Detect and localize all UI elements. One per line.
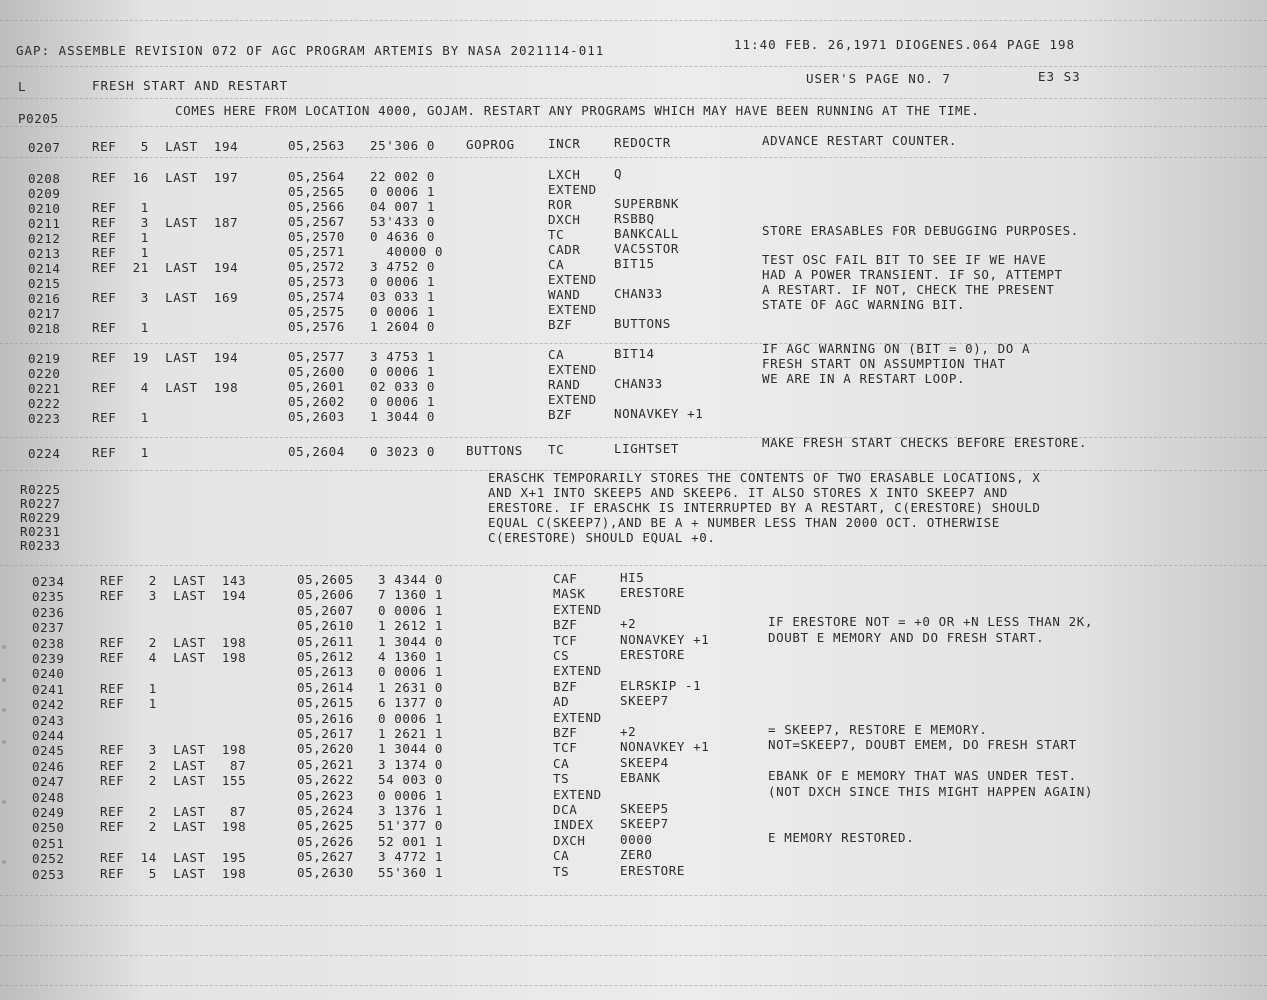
operand-field: ZERO <box>620 847 653 863</box>
address-field: 05,2600 <box>288 364 345 379</box>
octal-word: 0 0006 1 <box>370 184 436 199</box>
address-field: 05,2616 <box>297 710 354 726</box>
opcode-field: DXCH <box>548 212 581 227</box>
header-l-mark: L <box>18 79 27 94</box>
opcode-field: TC <box>548 227 565 242</box>
address-field: 05,2602 <box>288 394 345 409</box>
address-field: 05,2563 <box>288 138 345 153</box>
octal-word: 53'433 0 <box>370 214 436 229</box>
rule-line <box>0 20 1267 21</box>
line-number: 0243 <box>32 712 65 728</box>
octal-word: 03 033 1 <box>370 289 436 304</box>
line-number: 0238 <box>32 635 65 651</box>
ref-field: REF 21 LAST 194 <box>92 260 239 275</box>
octal-word: 54 003 0 <box>378 772 444 788</box>
address-field: 05,2573 <box>288 274 345 289</box>
line-number: 0245 <box>32 743 65 759</box>
line-number: 0216 <box>28 291 61 306</box>
ref-field: REF 1 <box>92 200 149 215</box>
ref-field: REF 2 LAST 155 <box>100 773 247 789</box>
comment-field: IF ERESTORE NOT = +0 OR +N LESS THAN 2K, <box>768 614 1094 630</box>
line-number: 0209 <box>28 186 61 201</box>
address-field: 05,2575 <box>288 304 345 319</box>
opcode-field: CA <box>553 755 570 771</box>
line-number: 0218 <box>28 321 61 336</box>
opcode-field: BZF <box>553 725 578 740</box>
octal-word: 1 2631 0 <box>378 679 444 695</box>
opcode-field: EXTEND <box>548 182 597 197</box>
address-field: 05,2627 <box>297 849 354 865</box>
octal-word: 02 033 0 <box>370 379 436 394</box>
line-number: 0250 <box>32 820 65 836</box>
comment-field: EBANK OF E MEMORY THAT WAS UNDER TEST. <box>768 768 1077 784</box>
octal-word: 0 4636 0 <box>370 229 436 244</box>
octal-word: 1 3044 0 <box>378 741 444 757</box>
line-number: 0220 <box>28 366 61 381</box>
line-number: 0236 <box>32 604 65 620</box>
comment-field: DOUBT E MEMORY AND DO FRESH START. <box>768 629 1045 645</box>
octal-word: 3 4344 0 <box>378 572 444 587</box>
address-field: 05,2630 <box>297 864 354 880</box>
ref-field: REF 4 LAST 198 <box>100 650 247 665</box>
address-field: 05,2565 <box>288 184 345 199</box>
label-field: GOPROG <box>466 137 515 152</box>
line-number: 0210 <box>28 201 61 216</box>
remark-line-number: R0227 <box>20 496 61 511</box>
rule-line <box>0 925 1267 926</box>
address-field: 05,2574 <box>288 289 345 304</box>
ref-field: REF 3 LAST 187 <box>92 215 239 230</box>
address-field: 05,2613 <box>297 664 354 680</box>
address-field: 05,2610 <box>297 618 354 634</box>
octal-word: 7 1360 1 <box>378 587 444 603</box>
operand-field: SKEEP5 <box>620 801 669 816</box>
opcode-field: BZF <box>548 317 573 332</box>
comment-field: NOT=SKEEP7, DOUBT EMEM, DO FRESH START <box>768 737 1077 753</box>
rule-line <box>0 565 1267 566</box>
line-number: 0224 <box>28 446 61 461</box>
address-field: 05,2620 <box>297 741 354 757</box>
operand-field: ELRSKIP -1 <box>620 677 702 693</box>
octal-word: 1 3044 0 <box>370 409 436 424</box>
opcode-field: AD <box>553 694 570 710</box>
comment-field: STATE OF AGC WARNING BIT. <box>762 297 966 312</box>
opcode-field: EXTEND <box>548 362 597 377</box>
octal-word: 40000 0 <box>370 244 444 259</box>
line-number: 0247 <box>32 774 65 790</box>
rule-line <box>0 157 1267 158</box>
remark-line: AND X+1 INTO SKEEP5 AND SKEEP6. IT ALSO STORES X INTO SKEEP7 AND <box>488 485 1009 500</box>
octal-word: 0 3023 0 <box>370 444 436 459</box>
rule-line <box>0 66 1267 67</box>
header-codes: E3 S3 <box>1038 69 1081 84</box>
address-field: 05,2621 <box>297 756 354 772</box>
line-number: 0212 <box>28 231 61 246</box>
p0205-number: P0205 <box>18 111 59 126</box>
octal-word: 0 0006 1 <box>370 394 436 409</box>
operand-field: 0000 <box>620 831 653 847</box>
line-number: 0239 <box>32 651 65 666</box>
address-field: 05,2577 <box>288 349 345 364</box>
opcode-field: EXTEND <box>548 272 597 287</box>
octal-word: 0 0006 1 <box>378 602 444 618</box>
opcode-field: EXTEND <box>553 601 602 617</box>
octal-word: 0 0006 1 <box>370 274 436 289</box>
line-number: 0221 <box>28 381 61 396</box>
punch-mark <box>2 678 6 682</box>
line-number: 0248 <box>32 789 65 805</box>
octal-word: 22 002 0 <box>370 169 436 184</box>
operand-field: Q <box>614 166 623 181</box>
line-number: 0222 <box>28 396 61 411</box>
octal-word: 1 2612 1 <box>378 618 444 634</box>
operand-field: CHAN33 <box>614 376 663 391</box>
line-number: 0214 <box>28 261 61 276</box>
header-date-line: 11:40 FEB. 26,1971 DIOGENES.064 PAGE 198 <box>734 38 1076 52</box>
operand-field: SUPERBNK <box>614 196 680 211</box>
opcode-field: TCF <box>553 632 578 648</box>
rule-line <box>0 343 1267 344</box>
ref-field: REF 16 LAST 197 <box>92 170 239 185</box>
opcode-field: ROR <box>548 197 573 212</box>
remark-line: ERASCHK TEMPORARILY STORES THE CONTENTS OF TWO ERASABLE LOCATIONS, X <box>488 470 1041 485</box>
octal-word: 3 1374 0 <box>378 756 444 772</box>
operand-field: +2 <box>620 724 637 739</box>
comment-field: = SKEEP7, RESTORE E MEMORY. <box>768 722 988 737</box>
octal-word: 3 4752 0 <box>370 259 436 274</box>
ref-field: REF 3 LAST 169 <box>92 290 239 305</box>
opcode-field: CA <box>548 347 565 362</box>
address-field: 05,2626 <box>297 833 354 849</box>
line-number: 0241 <box>32 681 65 697</box>
opcode-field: INDEX <box>553 817 594 833</box>
line-number: 0240 <box>32 666 65 682</box>
octal-word: 55'360 1 <box>378 864 444 880</box>
address-field: 05,2611 <box>297 633 354 649</box>
line-number: 0251 <box>32 835 65 851</box>
ref-field: REF 2 LAST 198 <box>100 634 247 650</box>
rule-line <box>0 985 1267 986</box>
opcode-field: EXTEND <box>553 786 602 802</box>
opcode-field: TCF <box>553 740 578 756</box>
comment-field: MAKE FRESH START CHECKS BEFORE ERESTORE. <box>762 435 1088 450</box>
octal-word: 4 1360 1 <box>378 649 444 664</box>
operand-field: BANKCALL <box>614 226 680 241</box>
address-field: 05,2624 <box>297 803 354 818</box>
opcode-field: BZF <box>553 617 578 633</box>
ref-field: REF 1 <box>92 320 149 335</box>
line-number: 0215 <box>28 276 61 291</box>
operand-field: NONAVKEY +1 <box>614 406 704 421</box>
ref-field: REF 2 LAST 198 <box>100 819 247 835</box>
address-field: 05,2566 <box>288 199 345 214</box>
address-field: 05,2615 <box>297 695 354 711</box>
opcode-field: BZF <box>553 678 578 694</box>
operand-field: SKEEP7 <box>620 693 669 709</box>
ref-field: REF 1 <box>100 696 157 712</box>
opcode-field: EXTEND <box>548 392 597 407</box>
operand-field: BIT14 <box>614 346 655 361</box>
address-field: 05,2571 <box>288 244 345 259</box>
operand-field: ERESTORE <box>620 647 686 662</box>
address-field: 05,2605 <box>297 572 354 587</box>
opcode-field: DCA <box>553 802 578 817</box>
opcode-field: DXCH <box>553 832 586 848</box>
operand-field: VAC5STOR <box>614 241 680 256</box>
octal-word: 1 2604 0 <box>370 319 436 334</box>
octal-word: 3 4772 1 <box>378 849 444 865</box>
octal-word: 0 0006 1 <box>378 710 444 726</box>
line-number: 0253 <box>32 866 65 882</box>
comment-field: FRESH START ON ASSUMPTION THAT <box>762 356 1006 371</box>
remark-line: C(ERESTORE) SHOULD EQUAL +0. <box>488 530 716 545</box>
opcode-field: CADR <box>548 242 581 257</box>
ref-field: REF 3 LAST 198 <box>100 742 247 758</box>
ref-field: REF 1 <box>92 230 149 245</box>
operand-field: +2 <box>620 616 637 632</box>
line-number: 0217 <box>28 306 61 321</box>
punch-mark <box>2 800 6 804</box>
octal-word: 3 4753 1 <box>370 349 436 364</box>
comment-field: ADVANCE RESTART COUNTER. <box>762 133 958 148</box>
address-field: 05,2570 <box>288 229 345 244</box>
line-number: 0223 <box>28 411 61 426</box>
octal-word: 25'306 0 <box>370 138 436 153</box>
comment-field: TEST OSC FAIL BIT TO SEE IF WE HAVE <box>762 252 1047 267</box>
opcode-field: EXTEND <box>548 302 597 317</box>
comment-field: HAD A POWER TRANSIENT. IF SO, ATTEMPT <box>762 267 1063 282</box>
header-user-page: USER'S PAGE NO. 7 <box>806 71 951 86</box>
comment-field: STORE ERASABLES FOR DEBUGGING PURPOSES. <box>762 223 1079 238</box>
octal-word: 3 1376 1 <box>378 803 444 818</box>
rule-line <box>0 126 1267 127</box>
opcode-field: MASK <box>553 586 586 602</box>
opcode-field: TC <box>548 442 565 457</box>
comment-field: IF AGC WARNING ON (BIT = 0), DO A <box>762 341 1031 356</box>
line-number: 0246 <box>32 758 65 774</box>
operand-field: NONAVKEY +1 <box>620 739 710 755</box>
operand-field: LIGHTSET <box>614 441 680 456</box>
opcode-field: CS <box>553 648 570 663</box>
opcode-field: EXTEND <box>553 709 602 725</box>
punch-mark <box>2 708 6 712</box>
operand-field: HI5 <box>620 570 645 585</box>
octal-word: 0 0006 1 <box>378 664 444 680</box>
remark-line-number: R0225 <box>20 482 61 497</box>
line-number: 0244 <box>32 728 65 743</box>
opcode-field: RAND <box>548 377 581 392</box>
opcode-field: CA <box>548 257 565 272</box>
ref-field: REF 2 LAST 87 <box>100 804 247 819</box>
address-field: 05,2603 <box>288 409 345 424</box>
comment-field: E MEMORY RESTORED. <box>768 829 915 845</box>
address-field: 05,2612 <box>297 649 354 664</box>
operand-field: SKEEP7 <box>620 816 669 832</box>
opcode-field: EXTEND <box>553 663 602 679</box>
operand-field: BIT15 <box>614 256 655 271</box>
ref-field: REF 2 LAST 143 <box>100 573 247 588</box>
ref-field: REF 1 <box>100 680 157 696</box>
punch-mark <box>2 740 6 744</box>
line-number: 0237 <box>32 620 65 636</box>
ref-field: REF 3 LAST 194 <box>100 588 247 604</box>
line-number: 0219 <box>28 351 61 366</box>
octal-word: 04 007 1 <box>370 199 436 214</box>
line-number: 0252 <box>32 851 65 867</box>
rule-line <box>0 955 1267 956</box>
opcode-field: CA <box>553 848 570 864</box>
operand-field: ERESTORE <box>620 862 686 878</box>
line-number: 0213 <box>28 246 61 261</box>
comment-field: A RESTART. IF NOT, CHECK THE PRESENT <box>762 282 1055 297</box>
punch-mark <box>2 860 6 864</box>
octal-word: 0 0006 1 <box>370 304 436 319</box>
address-field: 05,2567 <box>288 214 345 229</box>
octal-word: 51'377 0 <box>378 818 444 834</box>
rule-line <box>0 98 1267 99</box>
line-number: 0235 <box>32 589 65 605</box>
operand-field: EBANK <box>620 770 661 786</box>
remark-line: EQUAL C(SKEEP7),AND BE A + NUMBER LESS THAN 2000 OCT. OTHERWISE <box>488 515 1000 530</box>
operand-field: BUTTONS <box>614 316 671 331</box>
address-field: 05,2601 <box>288 379 345 394</box>
octal-word: 52 001 1 <box>378 833 444 849</box>
ref-field: REF 5 LAST 194 <box>92 139 239 154</box>
octal-word: 1 2621 1 <box>378 726 444 741</box>
operand-field: NONAVKEY +1 <box>620 631 710 647</box>
opcode-field: WAND <box>548 287 581 302</box>
ref-field: REF 2 LAST 87 <box>100 757 247 773</box>
address-field: 05,2572 <box>288 259 345 274</box>
opcode-field: INCR <box>548 136 581 151</box>
address-field: 05,2623 <box>297 787 354 803</box>
address-field: 05,2622 <box>297 772 354 788</box>
octal-word: 0 0006 1 <box>378 787 444 803</box>
ref-field: REF 19 LAST 194 <box>92 350 239 365</box>
line-number: 0207 <box>28 140 61 155</box>
header-program-line: GAP: ASSEMBLE REVISION 072 OF AGC PROGRAM ARTEMIS BY NASA 2021114-011 <box>16 44 605 58</box>
opcode-field: TS <box>553 863 570 879</box>
ref-field: REF 1 <box>92 245 149 260</box>
header-section-title: FRESH START AND RESTART <box>92 78 289 93</box>
line-number: 0211 <box>28 216 61 231</box>
address-field: 05,2576 <box>288 319 345 334</box>
remark-line: ERESTORE. IF ERASCHK IS INTERRUPTED BY A RESTART, C(ERESTORE) SHOULD <box>488 500 1041 515</box>
octal-word: 6 1377 0 <box>378 695 444 711</box>
address-field: 05,2604 <box>288 444 345 459</box>
operand-field: SKEEP4 <box>620 754 669 770</box>
octal-word: 0 0006 1 <box>370 364 436 379</box>
line-number: 0249 <box>32 805 65 820</box>
address-field: 05,2564 <box>288 169 345 184</box>
label-field: BUTTONS <box>466 443 523 458</box>
opcode-field: TS <box>553 771 570 787</box>
operand-field: REDOCTR <box>614 135 671 150</box>
opcode-field: LXCH <box>548 167 581 182</box>
ref-field: REF 4 LAST 198 <box>92 380 239 395</box>
ref-field: REF 5 LAST 198 <box>100 865 247 881</box>
ref-field: REF 1 <box>92 445 149 460</box>
operand-field: ERESTORE <box>620 585 686 601</box>
address-field: 05,2617 <box>297 726 354 741</box>
octal-word: 1 3044 0 <box>378 633 444 649</box>
remark-line-number: R0229 <box>20 510 61 525</box>
operand-field: CHAN33 <box>614 286 663 301</box>
address-field: 05,2625 <box>297 818 354 834</box>
ref-field: REF 1 <box>92 410 149 425</box>
operand-field: RSBBQ <box>614 211 655 226</box>
ref-field: REF 14 LAST 195 <box>100 850 247 866</box>
address-field: 05,2606 <box>297 587 354 603</box>
address-field: 05,2607 <box>297 602 354 618</box>
remark-line-number: R0233 <box>20 538 61 553</box>
comment-field: WE ARE IN A RESTART LOOP. <box>762 371 966 386</box>
address-field: 05,2614 <box>297 679 354 695</box>
punch-mark <box>2 645 6 649</box>
line-number: 0234 <box>32 574 65 589</box>
opcode-field: BZF <box>548 407 573 422</box>
line-number: 0208 <box>28 171 61 186</box>
remark-line-number: R0231 <box>20 524 61 539</box>
opcode-field: CAF <box>553 571 578 586</box>
comment-field: (NOT DXCH SINCE THIS MIGHT HAPPEN AGAIN) <box>768 783 1094 799</box>
line-number: 0242 <box>32 697 65 713</box>
p0205-comment: COMES HERE FROM LOCATION 4000, GOJAM. RESTART ANY PROGRAMS WHICH MAY HAVE BEEN RUNNING AT THE TIME. <box>175 104 980 118</box>
rule-line <box>0 895 1267 896</box>
